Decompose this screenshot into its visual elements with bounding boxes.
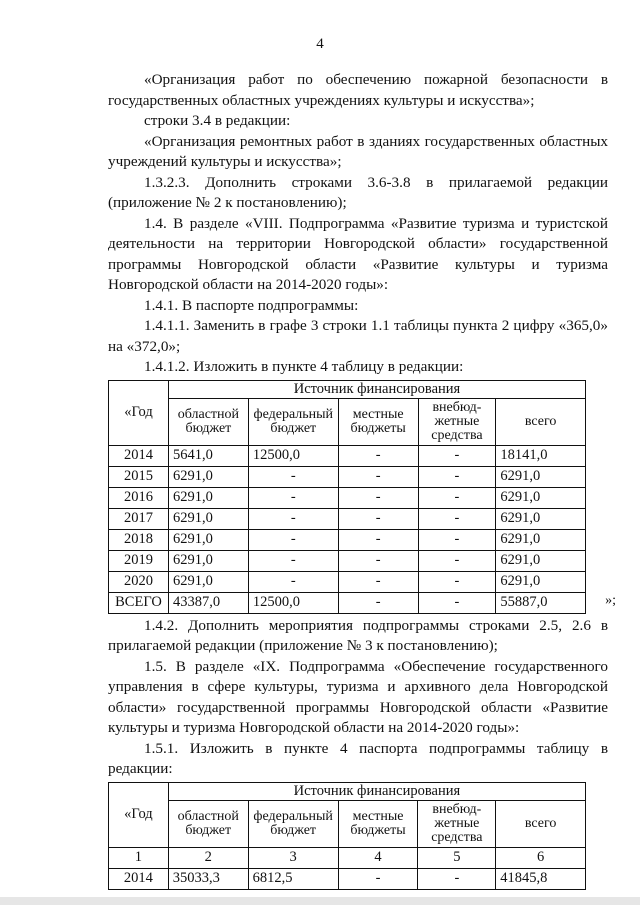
value-cell: - bbox=[248, 571, 338, 592]
value-cell: - bbox=[418, 508, 496, 529]
col-header: всего bbox=[496, 800, 586, 847]
table-row bbox=[109, 571, 586, 592]
paragraph: 1.3.2.3. Дополнить строками 3.6-3.8 в прилагаемой редакции (приложение № 2 к постановлению); bbox=[108, 173, 608, 211]
value-cell: 55887,0 bbox=[496, 592, 586, 613]
col-header: внебюд-жетные средства bbox=[418, 800, 496, 847]
year-cell: 2014 bbox=[109, 445, 169, 466]
value-cell: 41845,8 bbox=[496, 868, 586, 889]
value-cell: 6291,0 bbox=[168, 571, 248, 592]
value-cell: - bbox=[248, 550, 338, 571]
value-cell: 12500,0 bbox=[248, 592, 338, 613]
table-row bbox=[109, 508, 586, 529]
value-cell: 6291,0 bbox=[168, 466, 248, 487]
numbering-cell: 4 bbox=[338, 847, 418, 868]
value-cell: - bbox=[418, 529, 496, 550]
numbering-cell: 6 bbox=[496, 847, 586, 868]
value-cell: - bbox=[418, 592, 496, 613]
value-cell: - bbox=[418, 487, 496, 508]
value-cell: 6291,0 bbox=[496, 550, 586, 571]
source-header: Источник финансирования bbox=[168, 380, 585, 398]
col-header: всего bbox=[496, 398, 586, 445]
value-cell: 6291,0 bbox=[496, 529, 586, 550]
value-cell: 35033,3 bbox=[168, 868, 248, 889]
paragraph: 1.5.1. Изложить в пункте 4 паспорта подпрограммы таблицу в редакции: bbox=[108, 739, 608, 777]
value-cell: - bbox=[338, 487, 418, 508]
paragraph: строки 3.4 в редакции: bbox=[144, 112, 291, 129]
value-cell: 5641,0 bbox=[168, 445, 248, 466]
value-cell: 18141,0 bbox=[496, 445, 586, 466]
value-cell: 6812,5 bbox=[248, 868, 338, 889]
numbering-cell: 5 bbox=[418, 847, 496, 868]
value-cell: 12500,0 bbox=[248, 445, 338, 466]
year-header: «Год bbox=[109, 782, 169, 847]
value-cell: 6291,0 bbox=[168, 529, 248, 550]
value-cell: - bbox=[418, 445, 496, 466]
value-cell: 6291,0 bbox=[496, 508, 586, 529]
value-cell: - bbox=[248, 508, 338, 529]
value-cell: - bbox=[418, 466, 496, 487]
value-cell: 6291,0 bbox=[168, 508, 248, 529]
numbering-cell: 2 bbox=[168, 847, 248, 868]
value-cell: - bbox=[248, 529, 338, 550]
value-cell: - bbox=[338, 508, 418, 529]
value-cell: 6291,0 bbox=[168, 487, 248, 508]
page-number: 4 bbox=[316, 36, 324, 52]
table-1-body bbox=[109, 445, 586, 613]
table-row bbox=[109, 487, 586, 508]
year-cell: 2018 bbox=[109, 529, 169, 550]
value-cell: - bbox=[338, 445, 418, 466]
value-cell: - bbox=[248, 487, 338, 508]
paragraph: «Организация ремонтных работ в зданиях государственных областных учреждений культуры и искусства»; bbox=[108, 132, 608, 170]
col-header: местные бюджеты bbox=[338, 800, 418, 847]
col-header: внебюд-жетные средства bbox=[418, 398, 496, 445]
numbering-row bbox=[109, 847, 586, 868]
col-header: федеральный бюджет bbox=[248, 800, 338, 847]
table-row bbox=[109, 592, 586, 613]
value-cell: - bbox=[338, 571, 418, 592]
year-cell: 2016 bbox=[109, 487, 169, 508]
paragraph: 1.4.2. Дополнить мероприятия подпрограммы строками 2.5, 2.6 в прилагаемой редакции (приложение № 3 к постановлению); bbox=[108, 616, 608, 654]
value-cell: 6291,0 bbox=[496, 466, 586, 487]
paragraph: 1.4.1.2. Изложить в пункте 4 таблицу в редакции: bbox=[144, 358, 464, 375]
table-row bbox=[109, 445, 586, 466]
table-row bbox=[109, 868, 586, 889]
table-row bbox=[109, 466, 586, 487]
paragraph: 1.5. В разделе «IX. Подпрограмма «Обеспечение государственного управления в сфере культуры, туризма и архивного дела Новгородской области» государственной программы Новгородской области «Развитие культуры и туризма Новгородской области на 2014-2020 годы»: bbox=[108, 657, 608, 736]
source-header: Источник финансирования bbox=[168, 782, 585, 800]
financing-table-1-wrapper bbox=[108, 380, 616, 614]
col-header: областной бюджет bbox=[168, 800, 248, 847]
financing-table-2 bbox=[108, 782, 586, 890]
col-header: областной бюджет bbox=[168, 398, 248, 445]
value-cell: - bbox=[338, 529, 418, 550]
value-cell: - bbox=[248, 466, 338, 487]
table-row bbox=[109, 550, 586, 571]
value-cell: - bbox=[418, 868, 496, 889]
paragraph: «Организация работ по обеспечению пожарной безопасности в государственных областных учреждениях культуры и искусства»; bbox=[108, 71, 608, 109]
table-closing-quote: »; bbox=[605, 593, 616, 608]
scan-bottom-edge bbox=[0, 897, 640, 905]
year-cell: 2015 bbox=[109, 466, 169, 487]
value-cell: 6291,0 bbox=[496, 571, 586, 592]
year-header: «Год bbox=[109, 380, 169, 445]
col-header: федеральный бюджет bbox=[248, 398, 338, 445]
financing-table-1 bbox=[108, 380, 586, 614]
value-cell: 6291,0 bbox=[496, 487, 586, 508]
numbering-cell: 1 bbox=[109, 847, 169, 868]
value-cell: - bbox=[338, 868, 418, 889]
value-cell: - bbox=[338, 592, 418, 613]
col-header: местные бюджеты bbox=[338, 398, 418, 445]
value-cell: - bbox=[418, 550, 496, 571]
table-row bbox=[109, 529, 586, 550]
paragraph: 1.4. В разделе «VIII. Подпрограмма «Развитие туризма и туристской деятельности на территории Новгородской области» государственной программы Новгородской области «Развитие культуры и туризма Новгородской области на 2014-2020 годы»: bbox=[108, 214, 608, 293]
value-cell: - bbox=[338, 550, 418, 571]
year-cell: 2017 bbox=[109, 508, 169, 529]
value-cell: - bbox=[418, 571, 496, 592]
paragraph: 1.4.1. В паспорте подпрограммы: bbox=[144, 296, 359, 314]
value-cell: 6291,0 bbox=[168, 550, 248, 571]
value-cell: 43387,0 bbox=[168, 592, 248, 613]
table-2-body bbox=[109, 868, 586, 889]
value-cell: - bbox=[338, 466, 418, 487]
financing-table-2-wrapper bbox=[108, 782, 608, 890]
year-cell: 2019 bbox=[109, 550, 169, 571]
paragraph: 1.4.1.1. Заменить в графе 3 строки 1.1 таблицы пункта 2 цифру «365,0» на «372,0»; bbox=[108, 317, 608, 355]
numbering-cell: 3 bbox=[248, 847, 338, 868]
document-body bbox=[108, 70, 616, 892]
year-cell: ВСЕГО bbox=[109, 592, 169, 613]
year-cell: 2014 bbox=[109, 868, 169, 889]
year-cell: 2020 bbox=[109, 571, 169, 592]
